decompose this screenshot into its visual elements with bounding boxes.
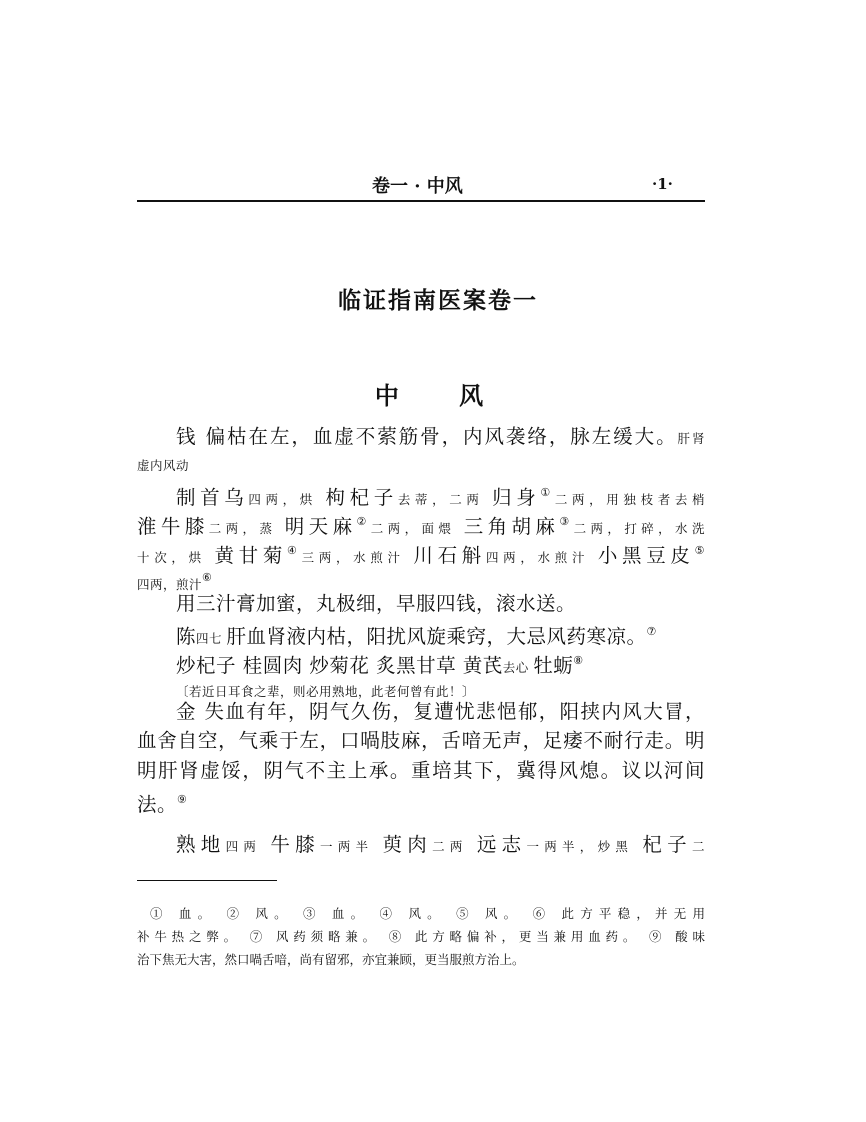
annotation-text: 四七 — [196, 631, 227, 646]
annotation-text: 二两，面煨 — [370, 521, 464, 536]
text-segment: 远志 — [476, 833, 527, 856]
annotation-text: 肝肾 — [677, 431, 705, 446]
text-line — [137, 788, 705, 817]
annotation-text: 二 — [691, 839, 705, 854]
footnote-line: 治下焦无大害，然口喎舌喑，尚有留邪，亦宜兼顾，更当服煎方治上。 — [137, 952, 525, 967]
book-title: 临证指南医案卷一 — [338, 287, 538, 314]
text-segment: 陈 — [176, 625, 197, 648]
footnote-line: ① 血。 ② 风。 ③ 血。 ④ 风。 ⑤ 风。 ⑥ 此方平稳，并无用 — [150, 906, 705, 921]
text-segment: 明天麻 — [284, 515, 357, 538]
footnote-marker: ⑨ — [177, 793, 188, 806]
annotation-text: 四两，烘 — [248, 492, 326, 507]
text-segment: 川石斛 — [413, 544, 486, 567]
annotation-text: 去蒂，二两 — [397, 492, 493, 507]
text-line — [137, 510, 705, 541]
footnote-rule — [137, 880, 277, 881]
text-line — [137, 759, 705, 783]
text-segment: 法。 — [137, 793, 178, 816]
text-segment: 萸肉 — [382, 833, 433, 856]
annotation-text: 〔若近日耳食之辈，则必用熟地，此老何曾有此！〕 — [176, 684, 476, 699]
text-segment: 淮牛膝 — [137, 515, 209, 538]
annotation-text: 二两，用独枝者去梢 — [554, 492, 705, 507]
text-segment: 用三汁膏加蜜，丸极细，早服四钱，滚水送。 — [176, 592, 577, 615]
text-segment: 牛膝 — [270, 833, 320, 856]
text-line — [176, 833, 705, 859]
text-segment: 金 失血有年，阴气久伤，复遭忧悲悒郁，阳挟内风大冒， — [176, 700, 705, 723]
annotation-text: 二两，打碎，水洗 — [573, 521, 705, 536]
page-number: ·1· — [652, 175, 673, 193]
footnote-marker: ② — [356, 515, 371, 528]
annotation-text: 虚内风动 — [137, 458, 190, 473]
header-rule — [137, 200, 705, 202]
text-segment: 熟地 — [176, 833, 226, 856]
text-line — [176, 649, 705, 680]
text-segment: 肝血肾液内枯，阳扰风旋乘窍，大忌风药寒凉。 — [226, 625, 647, 648]
text-line — [176, 592, 705, 616]
footnote-marker: ④ — [287, 544, 302, 557]
text-line — [176, 481, 705, 512]
footnote-marker: ⑦ — [646, 625, 657, 638]
text-segment: 黄甘菊 — [214, 544, 288, 567]
footnote-line: 补牛热之弊。 ⑦ 风药须略兼。 ⑧ 此方略偏补，更当兼用血药。 ⑨ 酸味 — [137, 929, 705, 944]
annotation-text: 四两 — [225, 839, 271, 854]
text-line — [137, 452, 705, 478]
footnote-marker: ① — [540, 486, 555, 499]
annotation-text: 二两，蒸 — [208, 521, 285, 536]
annotation-text: 四两，水煎汁 — [485, 550, 598, 565]
annotation-text: 去心 — [502, 660, 534, 675]
annotation-text: 四两，煎汁 — [137, 577, 203, 592]
text-line — [137, 729, 705, 753]
footnote-marker: ⑤ — [694, 544, 705, 557]
text-segment: 小黑豆皮 — [597, 544, 695, 567]
text-segment: 钱 偏枯在左，血虚不萦筋骨，内风袭络，脉左缓大。 — [176, 425, 678, 448]
annotation-text: 二两 — [432, 839, 477, 854]
text-segment: 归身 — [492, 486, 541, 509]
running-header-title: 卷一 · 中风 — [372, 176, 463, 197]
footnote-marker: ⑥ — [202, 571, 213, 584]
annotation-text: 一两半 — [319, 839, 383, 854]
text-line — [176, 425, 705, 451]
text-segment: 炒杞子 桂圆肉 炒菊花 炙黑甘草 黄芪 — [176, 654, 503, 677]
section-title: 中 风 — [374, 381, 510, 410]
text-segment: 三角胡麻 — [463, 515, 560, 538]
footnote-marker: ③ — [559, 515, 574, 528]
annotation-text: 一两半，炒黑 — [526, 839, 643, 854]
text-line — [176, 700, 705, 724]
text-segment: 枸杞子 — [325, 486, 398, 509]
footnote-marker: ⑧ — [573, 654, 584, 667]
annotation-text: 十次，烘 — [137, 550, 215, 565]
annotation-text: 三两，水煎汁 — [301, 550, 414, 565]
text-segment: 制首乌 — [176, 486, 249, 509]
text-line — [176, 620, 705, 651]
text-segment: 明肝肾虚馁，阴气不主上承。重培其下，冀得风熄。议以河间 — [137, 759, 705, 782]
text-segment: 血舍自空，气乘于左，口喎肢麻，舌喑无声，足痿不耐行走。明 — [137, 729, 705, 752]
text-segment: 杞子 — [642, 833, 692, 856]
text-segment: 牡蛎 — [533, 654, 574, 677]
